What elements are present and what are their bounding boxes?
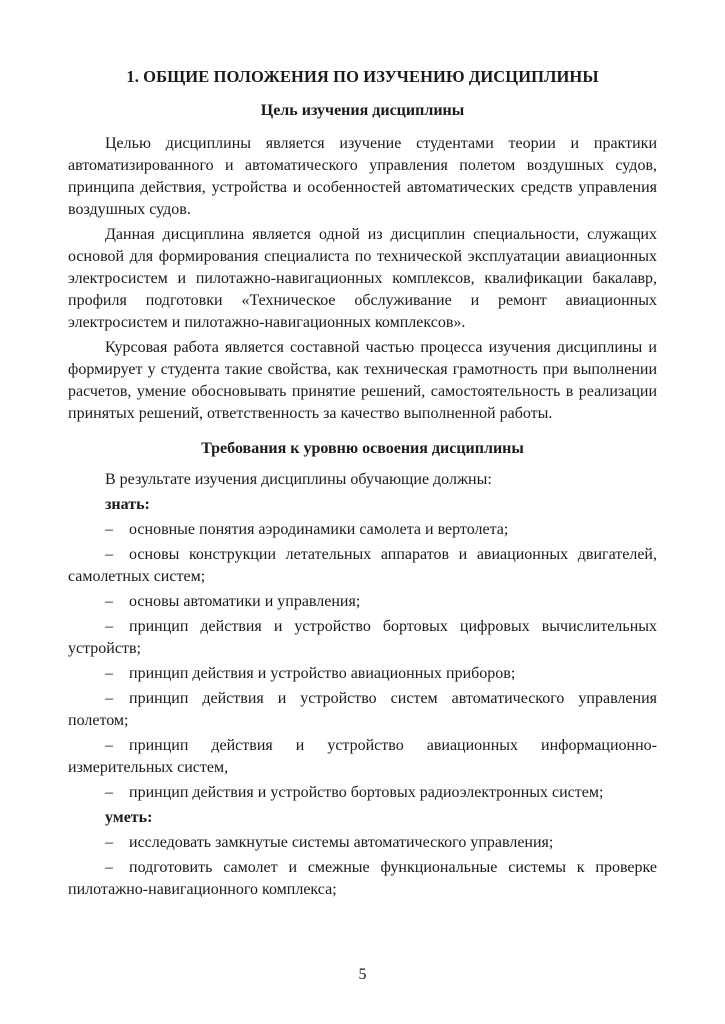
dash-bullet: – bbox=[105, 618, 113, 635]
can-item-2 bbox=[68, 857, 657, 901]
dash-bullet: – bbox=[105, 834, 113, 851]
dash-bullet: – bbox=[105, 665, 113, 682]
know-item-3 bbox=[68, 591, 657, 613]
know-item-5 bbox=[68, 663, 657, 685]
list-item-text: подготовить самолет и смежные функциональные системы к проверке пилотажно-навигационного комплекса; bbox=[68, 859, 657, 898]
know-item-2 bbox=[68, 544, 657, 588]
list-item-text: принцип действия и устройство авиационных информационно-измерительных систем, bbox=[68, 737, 657, 776]
requirements-heading: Требования к уровню освоения дисциплины bbox=[201, 440, 524, 457]
know-item-7 bbox=[68, 735, 657, 779]
know-label: знать: bbox=[105, 496, 150, 513]
goal-heading: Цель изучения дисциплины bbox=[260, 102, 465, 119]
dash-bullet: – bbox=[105, 784, 113, 801]
dash-bullet: – bbox=[105, 859, 113, 876]
goal-paragraph-3: Курсовая работа является составной частью процесса изучения дисциплины и формирует у студента такие свойства, как техническая грамотность при выполнении расчетов, умение обосновывать принятие решений, самостоятельность в реализации принятых решений, ответственность за качество выполненной работы. bbox=[68, 339, 657, 422]
can-label: уметь: bbox=[105, 809, 153, 826]
know-item-8 bbox=[68, 782, 657, 804]
list-item-text: основные понятия аэродинамики самолета и вертолета; bbox=[129, 521, 509, 538]
list-item-text: основы автоматики и управления; bbox=[129, 593, 361, 610]
list-item-text: принцип действия и устройство авиационных приборов; bbox=[129, 665, 516, 682]
page-title: 1. ОБЩИЕ ПОЛОЖЕНИЯ ПО ИЗУЧЕНИЮ ДИСЦИПЛИНЫ bbox=[126, 67, 599, 86]
goal-paragraph-1: Целью дисциплины является изучение студентами теории и практики автоматизированного и автоматического управления полетом воздушных судов, принципа действия, устройства и особенностей автоматических средств управления воздушных судов. bbox=[68, 135, 657, 218]
goal-paragraph-2: Данная дисциплина является одной из дисциплин специальности, служащих основой для формирования специалиста по технической эксплуатации авиационных электросистем и пилотажно-навигационных комплексов, квалификации бакалавр, профиля подготовки «Техническое обслуживание и ремонт авиационных электросистем и пилотажно-навигационных комплексов». bbox=[68, 226, 657, 331]
list-item-text: исследовать замкнутые системы автоматического управления; bbox=[129, 834, 554, 851]
dash-bullet: – bbox=[105, 690, 113, 707]
dash-bullet: – bbox=[105, 521, 113, 538]
know-item-4 bbox=[68, 616, 657, 660]
dash-bullet: – bbox=[105, 546, 113, 563]
page-number: 5 bbox=[358, 966, 367, 983]
document-page bbox=[68, 66, 657, 904]
dash-bullet: – bbox=[105, 593, 113, 610]
list-item-text: принцип действия и устройство бортовых цифровых вычислительных устройств; bbox=[68, 618, 657, 657]
know-item-1 bbox=[68, 519, 657, 541]
list-item-text: принцип действия и устройство бортовых радиоэлектронных систем; bbox=[129, 784, 604, 801]
list-item-text: принцип действия и устройство систем автоматического управления полетом; bbox=[68, 690, 657, 729]
requirements-intro: В результате изучения дисциплины обучающие должны: bbox=[105, 471, 492, 488]
dash-bullet: – bbox=[105, 737, 113, 754]
list-item-text: основы конструкции летательных аппаратов и авиационных двигателей, самолетных систем; bbox=[68, 546, 657, 585]
can-item-1 bbox=[68, 832, 657, 854]
know-item-6 bbox=[68, 688, 657, 732]
